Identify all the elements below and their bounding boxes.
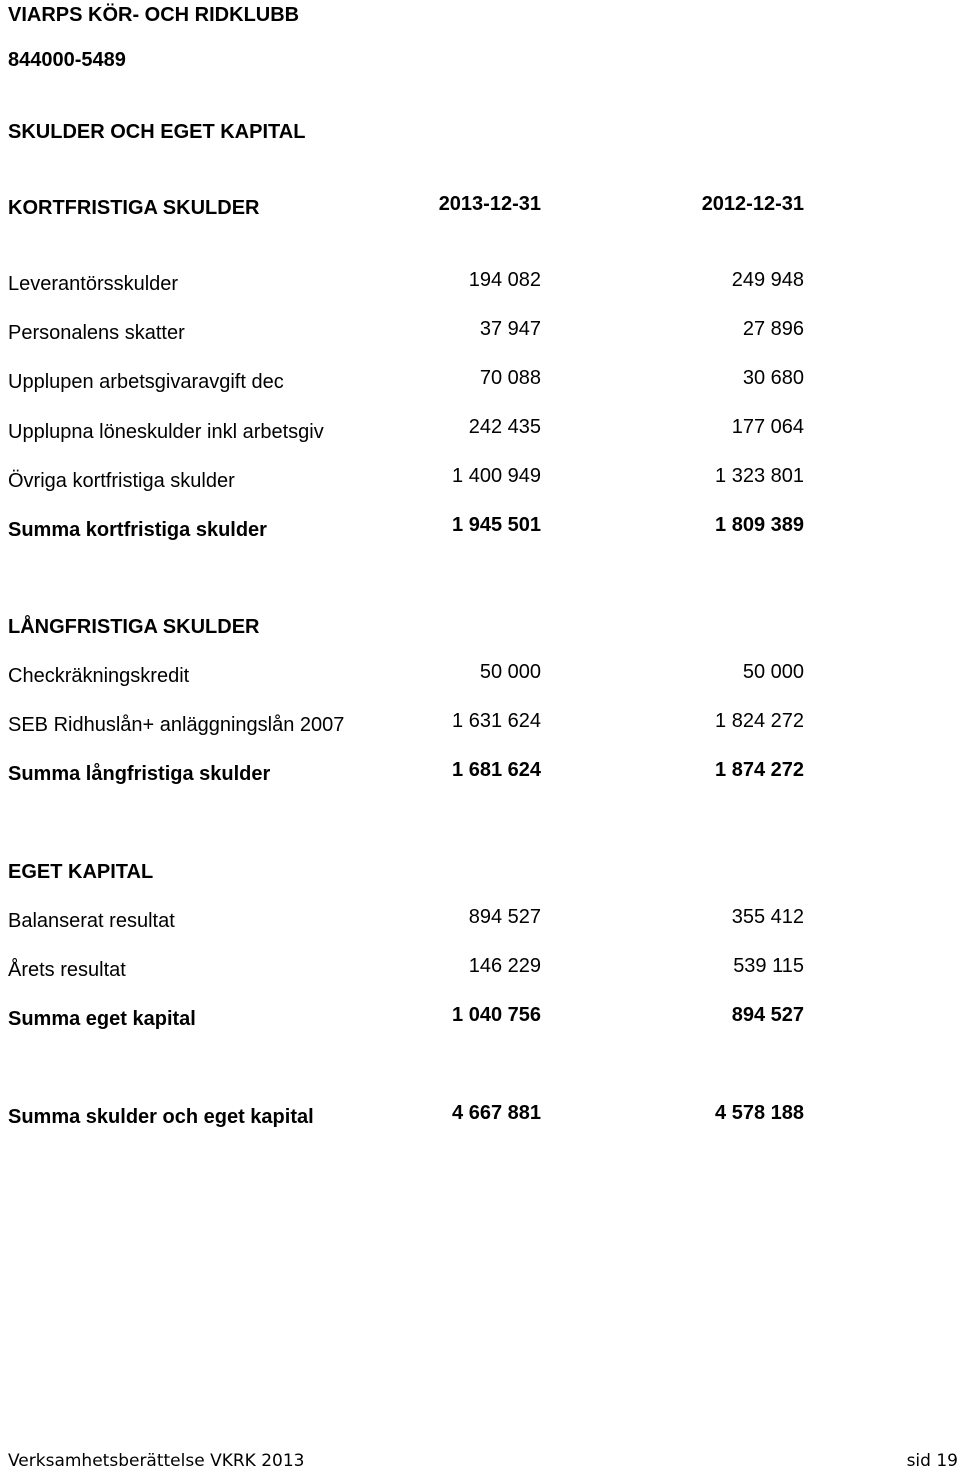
row-value-2013: 242 435 — [468, 416, 541, 438]
row-value-2013: 70 088 — [479, 367, 541, 389]
total-label: Summa långfristiga skulder — [8, 763, 271, 785]
row-value-2013: 194 082 — [468, 269, 541, 291]
grand-total-value-2012: 4 578 188 — [715, 1102, 804, 1124]
row-label: Upplupna löneskulder inkl arbetsgiv — [8, 421, 324, 443]
row-label: Leverantörsskulder — [8, 273, 179, 295]
total-value-2012: 1 874 272 — [715, 759, 804, 781]
row-value-2012: 27 896 — [742, 318, 804, 340]
column-header-2013: 2013-12-31 — [438, 193, 541, 215]
total-value-2013: 1 681 624 — [452, 759, 541, 781]
row-value-2012: 249 948 — [731, 269, 804, 291]
equity-heading: EGET KAPITAL — [8, 861, 154, 883]
row-value-2012: 355 412 — [731, 906, 804, 928]
total-value-2013: 1 945 501 — [452, 514, 541, 536]
row-label: SEB Ridhuslån+ anläggningslån 2007 — [8, 714, 345, 736]
row-value-2012: 50 000 — [742, 661, 804, 683]
total-value-2012: 894 527 — [731, 1004, 804, 1026]
row-value-2012: 1 323 801 — [715, 465, 804, 487]
row-value-2012: 30 680 — [742, 367, 804, 389]
column-header-2012: 2012-12-31 — [701, 193, 804, 215]
row-value-2012: 1 824 272 — [715, 710, 804, 732]
row-label: Checkräkningskredit — [8, 665, 190, 687]
row-value-2013: 894 527 — [468, 906, 541, 928]
row-value-2012: 177 064 — [731, 416, 804, 438]
short-term-heading: KORTFRISTIGA SKULDER — [8, 197, 260, 219]
row-label: Upplupen arbetsgivaravgift dec — [8, 371, 284, 393]
row-label: Balanserat resultat — [8, 910, 175, 932]
grand-total-value-2013: 4 667 881 — [452, 1102, 541, 1124]
row-value-2012: 539 115 — [733, 955, 804, 977]
page-number: sid 19 — [906, 1451, 958, 1471]
row-value-2013: 1 631 624 — [452, 710, 541, 732]
total-value-2013: 1 040 756 — [452, 1004, 541, 1026]
total-label: Summa eget kapital — [8, 1008, 196, 1030]
org-name: VIARPS KÖR- OCH RIDKLUBB — [8, 4, 300, 26]
row-value-2013: 50 000 — [479, 661, 541, 683]
row-label: Övriga kortfristiga skulder — [8, 470, 235, 492]
grand-total-label: Summa skulder och eget kapital — [8, 1106, 314, 1128]
row-value-2013: 146 229 — [468, 955, 541, 977]
footer-title: Verksamhetsberättelse VKRK 2013 — [8, 1451, 305, 1471]
row-value-2013: 1 400 949 — [452, 465, 541, 487]
total-label: Summa kortfristiga skulder — [8, 519, 267, 541]
row-value-2013: 37 947 — [479, 318, 541, 340]
row-label: Personalens skatter — [8, 322, 185, 344]
total-value-2012: 1 809 389 — [715, 514, 804, 536]
row-label: Årets resultat — [8, 959, 126, 981]
section-title: SKULDER OCH EGET KAPITAL — [8, 121, 306, 143]
org-number: 844000-5489 — [8, 49, 126, 71]
long-term-heading: LÅNGFRISTIGA SKULDER — [8, 616, 260, 638]
